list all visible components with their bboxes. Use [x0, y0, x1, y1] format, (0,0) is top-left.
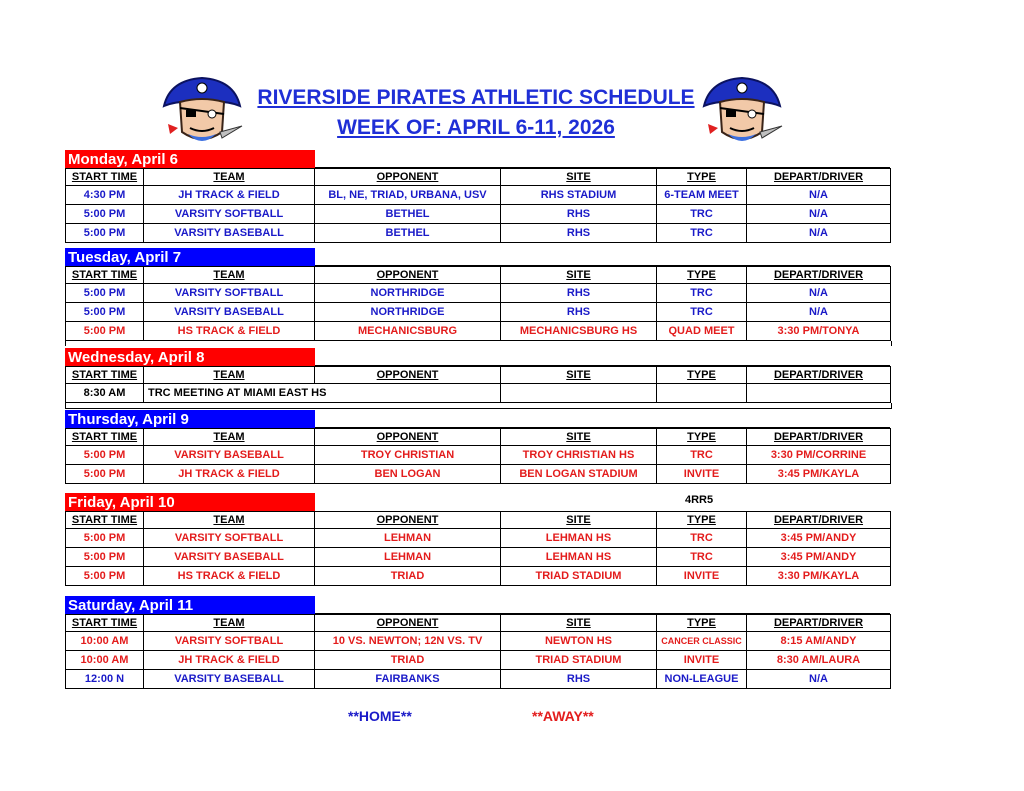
cell: VARSITY SOFTBALL: [144, 284, 315, 303]
col-start-time: START TIME: [66, 267, 144, 284]
table-row: [66, 548, 891, 567]
col-team: TEAM: [144, 615, 315, 632]
cell: TRC: [657, 303, 747, 322]
day-header-tuesday: Tuesday, April 7: [65, 248, 315, 266]
table-row: [66, 284, 891, 303]
table-header-row: [66, 169, 891, 186]
cell: TRIAD: [315, 567, 501, 586]
meeting-note: TRC MEETING AT MIAMI EAST HS: [144, 384, 501, 403]
cell: TROY CHRISTIAN HS: [501, 446, 657, 465]
cell: 5:00 PM: [66, 529, 144, 548]
cell: VARSITY SOFTBALL: [144, 632, 315, 651]
table-header-row: [66, 615, 891, 632]
col-start-time: START TIME: [66, 512, 144, 529]
cell: VARSITY BASEBALL: [144, 670, 315, 689]
cell: TRC: [657, 205, 747, 224]
col-start-time: START TIME: [66, 367, 144, 384]
cell: 5:00 PM: [66, 284, 144, 303]
cell: JH TRACK & FIELD: [144, 186, 315, 205]
cell: RHS STADIUM: [501, 186, 657, 205]
cell: RHS: [501, 205, 657, 224]
col-depart-driver: DEPART/DRIVER: [747, 429, 891, 446]
cell: TRC: [657, 529, 747, 548]
cell: FAIRBANKS: [315, 670, 501, 689]
cell: [657, 384, 747, 403]
table-header-row: [66, 512, 891, 529]
cell: TRC: [657, 224, 747, 243]
cell: 5:00 PM: [66, 446, 144, 465]
col-opponent: OPPONENT: [315, 615, 501, 632]
table-row: [66, 651, 891, 670]
table-header-row: [66, 267, 891, 284]
table-row: [66, 186, 891, 205]
cell: 10 VS. NEWTON; 12N VS. TV: [315, 632, 501, 651]
cell: LEHMAN: [315, 529, 501, 548]
cell: 3:30 PM/KAYLA: [747, 567, 891, 586]
col-site: SITE: [501, 512, 657, 529]
legend-away: **AWAY**: [532, 708, 594, 724]
col-site: SITE: [501, 267, 657, 284]
col-type: TYPE: [657, 169, 747, 186]
cell: LEHMAN HS: [501, 548, 657, 567]
cell: 12:00 N: [66, 670, 144, 689]
col-depart-driver: DEPART/DRIVER: [747, 512, 891, 529]
cell: RHS: [501, 303, 657, 322]
cell: 5:00 PM: [66, 322, 144, 341]
day-header-thursday: Thursday, April 9: [65, 410, 315, 428]
cell: RHS: [501, 670, 657, 689]
cell: N/A: [747, 186, 891, 205]
cell: CANCER CLASSIC: [657, 632, 747, 651]
table-row: [66, 567, 891, 586]
cell: 5:00 PM: [66, 465, 144, 484]
table-row: [66, 205, 891, 224]
cell: 8:30 AM/LAURA: [747, 651, 891, 670]
day-header-friday: Friday, April 10: [65, 493, 315, 511]
cell: HS TRACK & FIELD: [144, 567, 315, 586]
cell: BEN LOGAN STADIUM: [501, 465, 657, 484]
cell: MECHANICSBURG HS: [501, 322, 657, 341]
schedule-table-thursday: [65, 428, 891, 484]
cell: BETHEL: [315, 205, 501, 224]
cell: N/A: [747, 205, 891, 224]
cell: 3:30 PM/CORRINE: [747, 446, 891, 465]
table-row: [66, 303, 891, 322]
col-site: SITE: [501, 615, 657, 632]
table-row: [66, 465, 891, 484]
cell: 10:00 AM: [66, 632, 144, 651]
col-team: TEAM: [144, 169, 315, 186]
cell: 5:00 PM: [66, 567, 144, 586]
col-opponent: OPPONENT: [315, 267, 501, 284]
cell: 3:45 PM/ANDY: [747, 548, 891, 567]
col-type: TYPE: [657, 367, 747, 384]
cell: NORTHRIDGE: [315, 284, 501, 303]
cell: INVITE: [657, 567, 747, 586]
schedule-table-tuesday: [65, 266, 891, 341]
col-site: SITE: [501, 429, 657, 446]
cell: HS TRACK & FIELD: [144, 322, 315, 341]
col-type: TYPE: [657, 267, 747, 284]
cell: 5:00 PM: [66, 205, 144, 224]
col-start-time: START TIME: [66, 615, 144, 632]
cell: BL, NE, TRIAD, URBANA, USV: [315, 186, 501, 205]
cell: JH TRACK & FIELD: [144, 651, 315, 670]
friday-note: 4RR5: [685, 494, 714, 506]
day-header-saturday: Saturday, April 11: [65, 596, 315, 614]
cell: N/A: [747, 670, 891, 689]
schedule-table-wednesday: [65, 366, 891, 403]
col-type: TYPE: [657, 429, 747, 446]
cell: NEWTON HS: [501, 632, 657, 651]
legend-home: **HOME**: [348, 708, 412, 724]
day-header-monday: Monday, April 6: [65, 150, 315, 168]
cell: TRIAD STADIUM: [501, 567, 657, 586]
cell: INVITE: [657, 465, 747, 484]
cell: VARSITY SOFTBALL: [144, 205, 315, 224]
col-type: TYPE: [657, 615, 747, 632]
cell: 4:30 PM: [66, 186, 144, 205]
day-header-wednesday: Wednesday, April 8: [65, 348, 315, 366]
cell: MECHANICSBURG: [315, 322, 501, 341]
table-row: [66, 446, 891, 465]
table-header-row: [66, 367, 891, 384]
col-depart-driver: DEPART/DRIVER: [747, 367, 891, 384]
col-team: TEAM: [144, 429, 315, 446]
col-opponent: OPPONENT: [315, 512, 501, 529]
cell: VARSITY SOFTBALL: [144, 529, 315, 548]
cell: TRIAD STADIUM: [501, 651, 657, 670]
col-start-time: START TIME: [66, 169, 144, 186]
hidden-row-stub: [65, 403, 892, 409]
col-type: TYPE: [657, 512, 747, 529]
cell: 8:15 AM/ANDY: [747, 632, 891, 651]
col-opponent: OPPONENT: [315, 367, 501, 384]
cell: 3:45 PM/KAYLA: [747, 465, 891, 484]
hidden-row-stub: [65, 341, 892, 346]
cell: TROY CHRISTIAN: [315, 446, 501, 465]
cell: VARSITY BASEBALL: [144, 224, 315, 243]
cell: INVITE: [657, 651, 747, 670]
cell: 5:00 PM: [66, 548, 144, 567]
col-team: TEAM: [144, 367, 315, 384]
col-depart-driver: DEPART/DRIVER: [747, 169, 891, 186]
table-row: [66, 670, 891, 689]
cell: LEHMAN HS: [501, 529, 657, 548]
table-row: [66, 529, 891, 548]
cell: 10:00 AM: [66, 651, 144, 670]
cell: TRIAD: [315, 651, 501, 670]
cell: BEN LOGAN: [315, 465, 501, 484]
cell: JH TRACK & FIELD: [144, 465, 315, 484]
col-site: SITE: [501, 367, 657, 384]
cell: NORTHRIDGE: [315, 303, 501, 322]
page-title: RIVERSIDE PIRATES ATHLETIC SCHEDULE: [257, 86, 695, 109]
table-row: [66, 384, 891, 403]
cell: NON-LEAGUE: [657, 670, 747, 689]
cell: 8:30 AM: [66, 384, 144, 403]
cell: TRC: [657, 548, 747, 567]
cell: RHS: [501, 224, 657, 243]
col-opponent: OPPONENT: [315, 169, 501, 186]
schedule-table-friday: [65, 511, 891, 586]
col-team: TEAM: [144, 512, 315, 529]
cell: VARSITY BASEBALL: [144, 446, 315, 465]
cell: 5:00 PM: [66, 224, 144, 243]
cell: QUAD MEET: [657, 322, 747, 341]
col-start-time: START TIME: [66, 429, 144, 446]
col-site: SITE: [501, 169, 657, 186]
cell: N/A: [747, 224, 891, 243]
cell: 3:30 PM/TONYA: [747, 322, 891, 341]
page-subtitle: WEEK OF: APRIL 6-11, 2026: [337, 116, 615, 139]
cell: [747, 384, 891, 403]
table-row: [66, 632, 891, 651]
cell: 3:45 PM/ANDY: [747, 529, 891, 548]
cell: N/A: [747, 303, 891, 322]
cell: VARSITY BASEBALL: [144, 548, 315, 567]
cell: N/A: [747, 284, 891, 303]
cell: 6-TEAM MEET: [657, 186, 747, 205]
cell: BETHEL: [315, 224, 501, 243]
cell: LEHMAN: [315, 548, 501, 567]
col-depart-driver: DEPART/DRIVER: [747, 615, 891, 632]
schedule-table-monday: [65, 168, 891, 243]
table-header-row: [66, 429, 891, 446]
cell: [501, 384, 657, 403]
col-depart-driver: DEPART/DRIVER: [747, 267, 891, 284]
col-opponent: OPPONENT: [315, 429, 501, 446]
cell: VARSITY BASEBALL: [144, 303, 315, 322]
table-row: [66, 224, 891, 243]
schedule-table-saturday: [65, 614, 891, 689]
cell: TRC: [657, 284, 747, 303]
cell: 5:00 PM: [66, 303, 144, 322]
cell: RHS: [501, 284, 657, 303]
col-team: TEAM: [144, 267, 315, 284]
table-row: [66, 322, 891, 341]
cell: TRC: [657, 446, 747, 465]
